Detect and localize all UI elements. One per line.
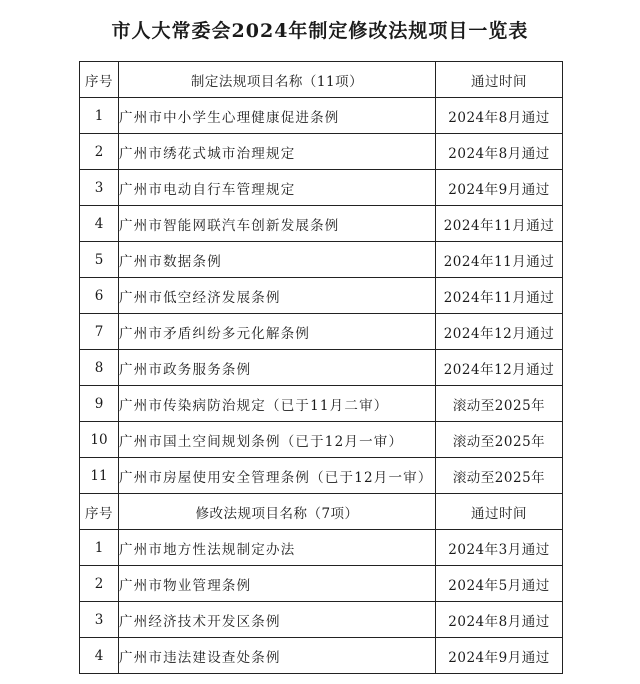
- row-pass-time: 2024年5月通过: [436, 566, 563, 602]
- row-law-name: 广州市低空经济发展条例: [119, 278, 436, 314]
- table-row: [80, 638, 563, 674]
- row-law-name: 广州市传染病防治规定（已于11月二审）: [119, 386, 436, 422]
- table-row: [80, 278, 563, 314]
- document-title: 市人大常委会2024年制定修改法规项目一览表: [111, 20, 529, 42]
- row-law-name: 广州经济技术开发区条例: [119, 602, 436, 638]
- row-index: 1: [80, 98, 119, 134]
- row-law-name: 广州市智能网联汽车创新发展条例: [119, 206, 436, 242]
- table-row: [80, 566, 563, 602]
- row-pass-time: 2024年12月通过: [436, 350, 563, 386]
- row-index: 1: [80, 530, 119, 566]
- row-pass-time: 2024年11月通过: [436, 206, 563, 242]
- table-row: [80, 242, 563, 278]
- column-header-name: 制定法规项目名称（11项）: [119, 62, 436, 98]
- row-pass-time: 2024年8月通过: [436, 134, 563, 170]
- table-row: [80, 530, 563, 566]
- row-pass-time: 2024年9月通过: [436, 170, 563, 206]
- row-pass-time: 滚动至2025年: [436, 458, 563, 494]
- row-pass-time: 2024年12月通过: [436, 314, 563, 350]
- table-row: [80, 170, 563, 206]
- legislation-table-body: [80, 62, 563, 674]
- table-row: [80, 458, 563, 494]
- row-pass-time: 滚动至2025年: [436, 386, 563, 422]
- row-index: 3: [80, 170, 119, 206]
- legislation-table: [79, 61, 563, 674]
- column-header-time: 通过时间: [436, 494, 563, 530]
- row-index: 6: [80, 278, 119, 314]
- table-row: [80, 350, 563, 386]
- table-row: [80, 314, 563, 350]
- row-law-name: 广州市违法建设查处条例: [119, 638, 436, 674]
- row-pass-time: 2024年11月通过: [436, 242, 563, 278]
- row-index: 11: [80, 458, 119, 494]
- row-law-name: 广州市矛盾纠纷多元化解条例: [119, 314, 436, 350]
- column-header-index: 序号: [80, 494, 119, 530]
- table-row: [80, 386, 563, 422]
- column-header-time: 通过时间: [436, 62, 563, 98]
- row-law-name: 广州市地方性法规制定办法: [119, 530, 436, 566]
- row-pass-time: 2024年3月通过: [436, 530, 563, 566]
- enact-section-header: [80, 62, 563, 98]
- row-pass-time: 2024年8月通过: [436, 602, 563, 638]
- row-index: 5: [80, 242, 119, 278]
- row-index: 2: [80, 566, 119, 602]
- row-index: 8: [80, 350, 119, 386]
- table-row: [80, 134, 563, 170]
- row-index: 10: [80, 422, 119, 458]
- row-law-name: 广州市电动自行车管理规定: [119, 170, 436, 206]
- table-row: [80, 206, 563, 242]
- row-index: 4: [80, 206, 119, 242]
- table-row: [80, 602, 563, 638]
- row-law-name: 广州市数据条例: [119, 242, 436, 278]
- row-index: 2: [80, 134, 119, 170]
- row-law-name: 广州市绣花式城市治理规定: [119, 134, 436, 170]
- row-pass-time: 2024年9月通过: [436, 638, 563, 674]
- row-index: 4: [80, 638, 119, 674]
- row-law-name: 广州市国土空间规划条例（已于12月一审）: [119, 422, 436, 458]
- row-index: 7: [80, 314, 119, 350]
- row-pass-time: 滚动至2025年: [436, 422, 563, 458]
- row-pass-time: 2024年11月通过: [436, 278, 563, 314]
- row-index: 9: [80, 386, 119, 422]
- row-pass-time: 2024年8月通过: [436, 98, 563, 134]
- row-index: 3: [80, 602, 119, 638]
- table-row: [80, 422, 563, 458]
- column-header-name: 修改法规项目名称（7项）: [119, 494, 436, 530]
- table-row: [80, 98, 563, 134]
- row-law-name: 广州市中小学生心理健康促进条例: [119, 98, 436, 134]
- column-header-index: 序号: [80, 62, 119, 98]
- row-law-name: 广州市政务服务条例: [119, 350, 436, 386]
- amend-section-header: [80, 494, 563, 530]
- row-law-name: 广州市房屋使用安全管理条例（已于12月一审）: [119, 458, 436, 494]
- row-law-name: 广州市物业管理条例: [119, 566, 436, 602]
